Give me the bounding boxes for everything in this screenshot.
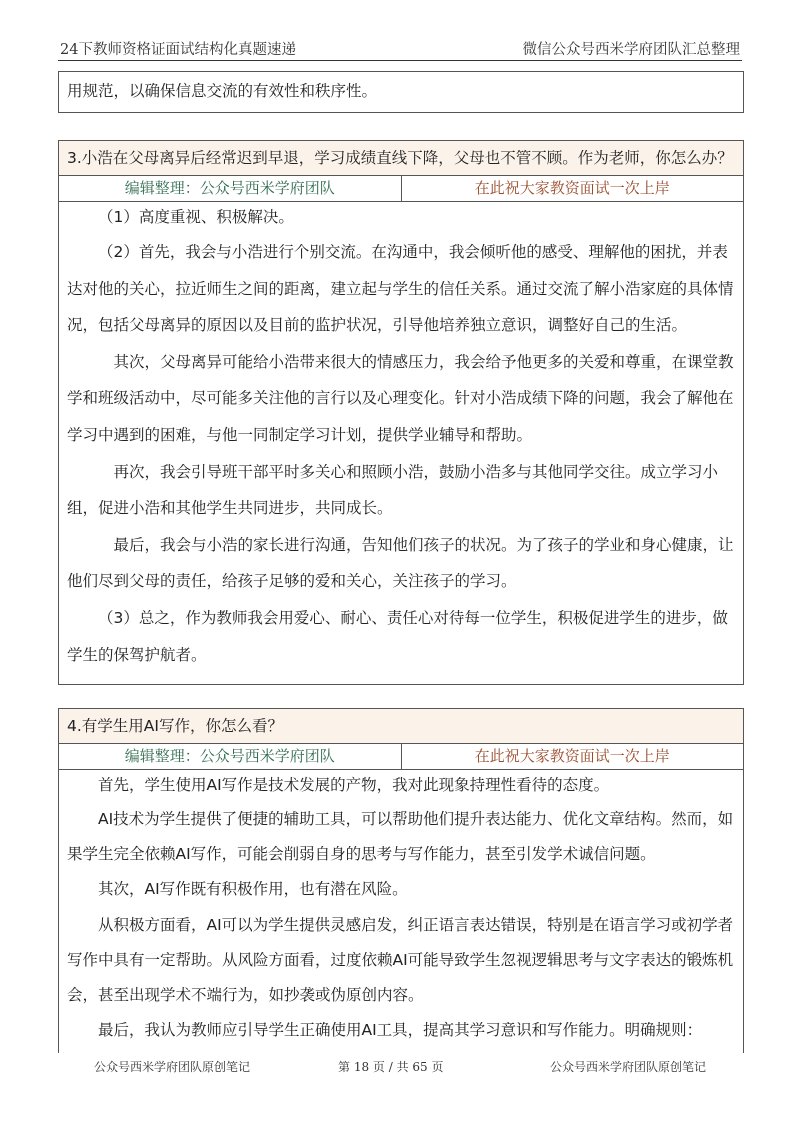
question-4-title: 4.有学生用AI写作，你怎么看？ (59, 709, 743, 744)
question-3-box (58, 140, 744, 685)
answer-paragraph: 其次，父母离异可能给小浩带来很大的情感压力，我会给予他更多的关爱和尊重，在课堂教学和班级活动中，尽可能多关注他的言行以及心理变化。针对小浩成绩下降的问题，我会了解他在学习中遇到的困难，与他一同制定学习计划，提供学业辅导和帮助。 (67, 352, 734, 444)
answer-paragraph: 从积极方面看，AI可以为学生提供灵感启发，纠正语言表达错误，特别是在语言学习或初学者写作中具有一定帮助。从风险方面看，过度依赖AI可能导致学生忽视逻辑思考与文字表达的锻炼机会，甚至出现学术不端行为，如抄袭或伪原创内容。 (67, 915, 734, 1005)
carryover-box (58, 71, 744, 113)
footer-right: 公众号西米学府团队原创笔记 (549, 1060, 706, 1074)
footer-left: 公众号西米学府团队原创笔记 (94, 1060, 251, 1074)
answer-paragraph: 最后，我会与小浩的家长进行沟通，告知他们孩子的状况。为了孩子的学业和身心健康，让他们尽到父母的责任，给孩子足够的爱和关心，关注孩子的学习。 (67, 535, 734, 591)
answer-paragraph: （2）首先，我会与小浩进行个别交流。在沟通中，我会倾听他的感受、理解他的困扰，并表达对他的关心，拉近师生之间的距离，建立起与学生的信任关系。通过交流了解小浩家庭的具体情况，包括父母离异的原因以及目前的监护状况，引导他培养独立意识，调整好自己的生活。 (67, 243, 734, 335)
header-right-source: 微信公众号西米学府团队汇总整理 (522, 42, 740, 58)
answer-paragraph: （3）总之，作为教师我会用爱心、耐心、责任心对待每一位学生，积极促进学生的进步，做学生的保驾护航者。 (67, 608, 728, 664)
question-4-box (58, 708, 744, 1053)
page-header (58, 30, 742, 61)
answer-paragraph: 再次，我会引导班干部平时多关心和照顾小浩，鼓励小浩多与其他同学交往。成立学习小组，促进小浩和其他学生共同进步，共同成长。 (67, 462, 719, 518)
answer-paragraph: AI技术为学生提供了便捷的辅助工具，可以帮助他们提升表达能力、优化文章结构。然而，如果学生完全依赖AI写作，可能会削弱自身的思考与写作能力，甚至引发学术诚信问题。 (67, 810, 734, 864)
answer-paragraph: 首先，学生使用AI写作是技术发展的产物，我对此现象持理性看待的态度。 (98, 776, 610, 794)
question-4-credit-right: 在此祝大家教资面试一次上岸 (401, 744, 744, 769)
carryover-text: 用规范，以确保信息交流的有效性和秩序性。 (67, 82, 378, 100)
question-3-credit-row (59, 176, 743, 202)
question-3-credit-right: 在此祝大家教资面试一次上岸 (401, 176, 744, 201)
footer-page-number: 第 18 页 / 共 65 页 (338, 1060, 444, 1074)
question-3-credit-left: 编辑整理：公众号西米学府团队 (124, 179, 335, 197)
header-left-title: 24下教师资格证面试结构化真题速递 (60, 42, 296, 58)
question-3-title: 3.小浩在父母离异后经常迟到早退，学习成绩直线下降，父母也不管不顾。作为老师，你怎么办？ (59, 141, 743, 176)
question-4-credit-row (59, 744, 743, 770)
answer-paragraph: （1）高度重视、积极解决。 (98, 208, 294, 226)
question-4-credit-left: 编辑整理：公众号西米学府团队 (124, 747, 335, 765)
answer-paragraph: 其次，AI写作既有积极作用，也有潜在风险。 (98, 880, 408, 899)
answer-paragraph: 最后，我认为教师应引导学生正确使用AI工具，提高其学习意识和写作能力。明确规则： (98, 1021, 703, 1040)
question-3-answer (59, 202, 743, 673)
question-4-answer (59, 770, 743, 1048)
